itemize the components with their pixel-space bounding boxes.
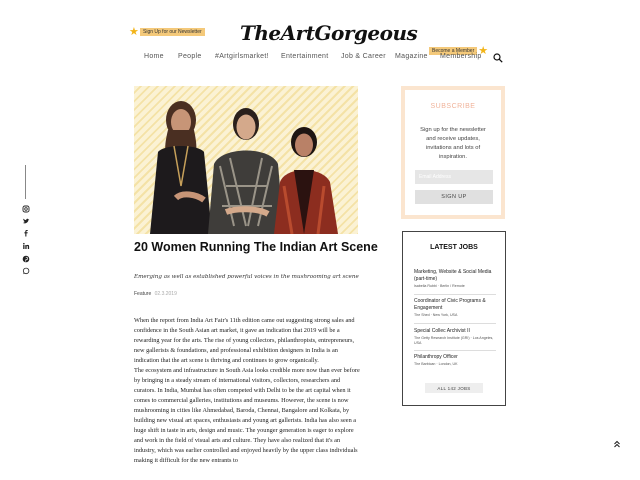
job-item[interactable] xyxy=(414,269,496,289)
jobs-title: LATEST JOBS xyxy=(430,244,478,251)
divider xyxy=(414,294,496,295)
main-nav xyxy=(0,53,640,65)
subscribe-widget xyxy=(401,86,505,219)
woman-left xyxy=(150,101,212,234)
article-body xyxy=(134,316,360,466)
job-item[interactable] xyxy=(414,328,496,346)
newsletter-signup-link[interactable] xyxy=(129,27,205,37)
nav-item-job-career[interactable]: Job & Career xyxy=(341,53,386,60)
nav-item-people[interactable]: People xyxy=(178,53,202,60)
article-date: 02.3.2019 xyxy=(154,291,177,297)
pinterest-icon[interactable] xyxy=(22,255,30,263)
star-icon: ★ xyxy=(129,26,139,38)
article-hero-image[interactable] xyxy=(134,86,358,234)
twitter-icon[interactable] xyxy=(22,217,30,225)
article-paragraph: When the report from India Art Fair's 11th edition came out suggesting strong sales and confidence in the South Asian art market, it gave an indication that 2019 will be a rewarding year for the arts. The rise of young collectors, philanthropists, entrepreneurs, new gallerists & foundations, and professional exhibition designers in India is an indication that the art scene is thriving and continues to grow organically. xyxy=(134,317,355,364)
article-subtitle: Emerging as well as established powerful voices in the mushrooming art scene xyxy=(134,274,359,280)
woman-center xyxy=(208,108,284,234)
job-item[interactable] xyxy=(414,354,496,367)
nav-item-membership[interactable]: Membership xyxy=(440,53,482,60)
job-title[interactable]: Special Collec Archivist II xyxy=(414,328,470,334)
divider xyxy=(414,350,496,351)
nav-item-artgirlsmarket[interactable]: #Artgirlsmarket! xyxy=(215,53,269,60)
divider xyxy=(25,165,26,199)
latest-jobs-widget xyxy=(402,231,506,406)
job-company: The Getty Research Institute (GRI) · Los Angeles, USA xyxy=(414,336,494,345)
job-company: Isabella Rubbi · Berlin / Remote xyxy=(414,284,465,288)
article-paragraph: The ecosystem and infrastructure in South Asia looks credible more now than ever before by bringing in a steady stream of international visitors, collectors, researchers and curators. In India, Mumbai has often competed with Delhi to be the art capital when it comes to commercial galleries, institutions and museums. However, the scene is now mushrooming in cities like Ahmedabad, Baroda, Chennai, Bangalore and Kolkata, by building new visual art spaces, enthusiasts and young art gallerists. India has also seen a huge shift in taste in arts, design and music. The younger generation is eager to explore and work in the field of visual arts and culture. They have also realized that it's an industry, which was earlier controlled and enjoyed heavily by the upper class individuals making it difficult for the new entrants to xyxy=(134,367,360,464)
double-chevron-up-icon[interactable] xyxy=(613,440,621,448)
sign-up-button[interactable]: SIGN UP xyxy=(415,190,493,204)
subscribe-title: SUBSCRIBE xyxy=(430,103,476,110)
whatsapp-icon[interactable] xyxy=(22,267,30,275)
job-item[interactable] xyxy=(414,298,496,318)
instagram-icon[interactable] xyxy=(22,205,30,213)
email-field[interactable] xyxy=(415,170,493,184)
nav-item-home[interactable]: Home xyxy=(144,53,164,60)
article-category[interactable]: Feature xyxy=(134,291,152,297)
divider xyxy=(414,323,496,324)
all-jobs-button[interactable]: ALL 142 JOBS xyxy=(425,383,483,393)
linkedin-icon[interactable] xyxy=(22,242,30,250)
article-title[interactable]: 20 Women Running The Indian Art Scene xyxy=(134,240,378,254)
job-company: The Barbican · London, UK xyxy=(414,362,458,366)
search-icon[interactable] xyxy=(493,53,503,63)
job-title[interactable]: Coordinator of Civic Programs & Engagement xyxy=(414,298,486,311)
job-title[interactable]: Marketing, Website & Social Media (part-time) xyxy=(414,269,492,282)
job-title[interactable]: Philanthropy Officer xyxy=(414,354,458,360)
nav-item-entertainment[interactable]: Entertainment xyxy=(281,53,329,60)
site-logo[interactable]: TheArtGorgeous xyxy=(240,21,418,45)
job-company: The Shed · New York, USA xyxy=(414,313,458,317)
member-label: Become a Member xyxy=(429,47,477,55)
article-meta xyxy=(134,291,177,297)
nav-item-magazine[interactable]: Magazine xyxy=(395,53,428,60)
facebook-icon[interactable] xyxy=(22,229,30,237)
newsletter-label: Sign Up for our Newsletter xyxy=(140,28,205,36)
woman-right xyxy=(274,127,338,234)
subscribe-text: Sign up for the newsletter and receive updates, invitations and lots of inspiration. xyxy=(420,127,486,160)
star-icon: ★ xyxy=(478,45,489,57)
